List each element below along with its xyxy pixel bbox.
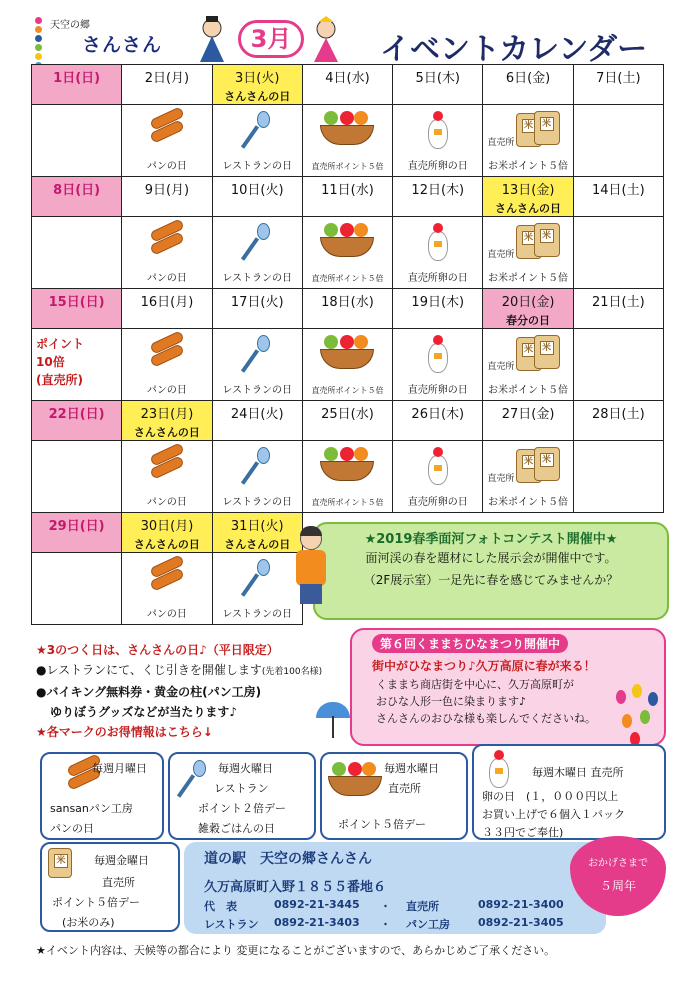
thursday-desc: 卵の日 (１，０００円以上 xyxy=(482,790,619,803)
thursday-desc-3: ３３円でご奉仕) xyxy=(482,826,564,839)
point-10x-note: ポイント 10倍 (直売所) xyxy=(36,337,85,387)
day-label: 6日(金) xyxy=(505,71,551,86)
day-label: 12日(木) xyxy=(411,183,465,198)
note-marks-heading: ★各マークのお得情報はこちら↓ xyxy=(36,725,213,739)
friday-day: 毎週金曜日 xyxy=(94,854,149,867)
wednesday-day: 毎週水曜日 xyxy=(384,762,439,775)
note-sansan-day: ★3のつく日は、さんさんの日♪（平日限定） xyxy=(36,643,279,657)
calendar-day-cell xyxy=(32,177,122,217)
calendar-day-cell xyxy=(393,401,483,441)
day-label: 4日(水) xyxy=(325,71,370,86)
tuesday-shop: レストラン xyxy=(214,782,269,795)
calendar-day-cell xyxy=(212,65,302,105)
bread-icon xyxy=(147,223,187,251)
wednesday-info-box xyxy=(320,752,468,840)
event-caption: レストランの日 xyxy=(222,609,293,620)
calendar-event-cell xyxy=(573,329,663,401)
hanging-ornament-icon xyxy=(612,680,662,750)
calendar-event-cell xyxy=(32,553,122,625)
vegetable-basket-icon xyxy=(320,447,374,481)
day-label: 23日(月) xyxy=(140,407,194,422)
calendar-event-cell xyxy=(302,441,392,513)
calendar-day-cell xyxy=(573,177,663,217)
day-label: 13日(金) xyxy=(501,183,555,198)
logo-subtitle: 天空の郷 xyxy=(50,20,90,31)
calendar-day-cell xyxy=(32,513,122,553)
day-label: 7日(土) xyxy=(596,71,641,86)
calendar-icon-row xyxy=(32,105,664,177)
event-caption: パンの日 xyxy=(146,609,187,620)
calendar-event-cell xyxy=(393,329,483,401)
day-label: 26日(木) xyxy=(411,407,465,422)
thursday-desc-2: お買い上げで６個入１パック xyxy=(482,808,625,821)
note-prizes: ●バイキング無料券・黄金の柱(パン工房) xyxy=(36,685,262,699)
wednesday-shop: 直売所 xyxy=(388,782,421,795)
day-label: 9日(月) xyxy=(144,183,190,198)
contest-title: ★2019春季面河フォトコンテスト開催中★ xyxy=(364,532,618,547)
month-badge: 3月 xyxy=(238,20,304,58)
day-label: 5日(木) xyxy=(415,71,460,86)
event-caption: お米ポイント５倍 xyxy=(488,161,569,172)
calendar-event-cell xyxy=(122,217,212,289)
calendar-day-cell xyxy=(212,401,302,441)
event-caption: レストランの日 xyxy=(222,273,293,284)
calendar-day-cell xyxy=(122,65,212,105)
logo-name: さんさん xyxy=(82,34,163,56)
calendar-day-cell xyxy=(573,401,663,441)
anniversary-line-1: おかげさまで xyxy=(588,858,648,869)
spoon-icon xyxy=(242,335,272,375)
day-label: 31日(火) xyxy=(230,519,284,534)
calendar-event-cell xyxy=(573,217,663,289)
contact-label-shop: 直売所 xyxy=(406,900,439,913)
day-label: 1日(日) xyxy=(53,71,101,86)
vegetable-basket-icon xyxy=(320,335,374,369)
calendar-event-cell xyxy=(483,329,573,401)
chicken-icon xyxy=(423,447,453,487)
event-caption: パンの日 xyxy=(146,497,187,508)
hina-line-3: さんさんのおひな様も楽しんでくださいね。 xyxy=(376,712,596,725)
calendar-event-cell xyxy=(573,105,663,177)
calendar-event-cell xyxy=(212,553,302,625)
calendar-event-cell xyxy=(32,105,122,177)
calendar-date-row xyxy=(32,289,664,329)
calendar-day-cell xyxy=(573,289,663,329)
day-label: 20日(金) xyxy=(501,295,555,310)
calendar-day-cell xyxy=(573,65,663,105)
calendar-event-cell xyxy=(483,217,573,289)
chicken-icon xyxy=(423,335,453,375)
rice-shop-label: 直売所 xyxy=(487,362,515,372)
friday-shop: 直売所 xyxy=(102,876,135,889)
bread-icon xyxy=(147,559,187,587)
spoon-icon xyxy=(242,559,272,599)
calendar-event-cell xyxy=(122,441,212,513)
event-caption: レストランの日 xyxy=(222,161,293,172)
tuesday-desc: ポイント２倍デー xyxy=(198,802,286,815)
calendar-day-cell xyxy=(212,177,302,217)
hina-headline: 街中がひなまつり♪久万高原に春が来る！ xyxy=(372,659,596,673)
vegetable-basket-icon xyxy=(320,223,374,257)
vegetable-basket-icon xyxy=(328,762,382,796)
rice-bag-icon: 米 米 xyxy=(516,223,566,263)
calendar-event-cell xyxy=(32,441,122,513)
day-label: 14日(土) xyxy=(592,183,645,198)
calendar-day-cell xyxy=(32,289,122,329)
calendar-day-cell xyxy=(393,177,483,217)
event-caption: 直売所卵の日 xyxy=(407,385,468,396)
event-caption: パンの日 xyxy=(146,385,187,396)
photo-contest-box xyxy=(313,522,669,620)
contest-line-1: 面河渓の春を題材にした展示会が開催中です。 xyxy=(365,551,617,565)
rice-shop-label: 直売所 xyxy=(487,474,515,484)
spoon-icon xyxy=(242,111,272,151)
day-label: 28日(土) xyxy=(592,407,645,422)
event-caption: 直売所ポイント５倍 xyxy=(311,498,384,507)
day-label: 29日(日) xyxy=(48,519,105,534)
calendar-date-row xyxy=(32,401,664,441)
calendar-day-cell xyxy=(483,177,573,217)
calendar-event-cell xyxy=(212,105,302,177)
calendar-event-cell xyxy=(302,329,392,401)
monday-day: 毎週月曜日 xyxy=(92,762,147,775)
hina-title: 第６回くままちひなまつり開催中 xyxy=(372,634,568,653)
day-label: 11日(水) xyxy=(321,183,374,198)
umbrella-icon xyxy=(316,702,350,742)
calendar-day-cell xyxy=(122,177,212,217)
bread-icon xyxy=(147,111,187,139)
tuesday-info-box xyxy=(168,752,316,840)
thursday-day: 毎週木曜日 直売所 xyxy=(532,766,624,779)
calendar-day-cell xyxy=(302,177,392,217)
calendar-date-row xyxy=(32,177,664,217)
monday-info-box xyxy=(40,752,164,840)
event-caption: パンの日 xyxy=(146,273,187,284)
calendar-day-cell xyxy=(393,289,483,329)
contact-tel-shop: 0892-21-3400 xyxy=(478,898,564,911)
event-caption: お米ポイント５倍 xyxy=(488,385,569,396)
spoon-icon xyxy=(242,223,272,263)
rice-bag-icon: 米 米 xyxy=(516,335,566,375)
calendar-day-cell xyxy=(393,65,483,105)
calendar-day-cell xyxy=(122,513,212,553)
sansan-notes xyxy=(36,640,356,742)
event-caption: 直売所ポイント５倍 xyxy=(311,386,384,395)
calendar-icon-row xyxy=(32,441,664,513)
event-caption: レストランの日 xyxy=(222,385,293,396)
contest-line-2: （2F展示室）一足先に春を感じてみませんか？ xyxy=(363,573,619,587)
day-label: 16日(月) xyxy=(140,295,194,310)
station-name: 道の駅 天空の郷さんさん xyxy=(204,851,372,867)
calendar-icon-row xyxy=(32,329,664,401)
day-event-label: さんさんの日 xyxy=(133,538,200,551)
calendar-event-cell xyxy=(393,441,483,513)
calendar-day-cell xyxy=(122,289,212,329)
event-caption: 直売所卵の日 xyxy=(407,273,468,284)
calendar-event-cell xyxy=(302,105,392,177)
event-caption: お米ポイント５倍 xyxy=(488,273,569,284)
contact-label-bakery: パン工房 xyxy=(406,918,450,931)
wednesday-desc: ポイント５倍デー xyxy=(338,818,426,831)
calendar-event-cell xyxy=(393,105,483,177)
calendar-date-row xyxy=(32,65,664,105)
monday-desc: パンの日 xyxy=(50,822,94,835)
tuesday-desc-2: 雑穀ごはんの日 xyxy=(198,822,275,835)
day-label: 18日(水) xyxy=(321,295,374,310)
rice-bag-icon: 米 xyxy=(48,848,78,888)
bread-icon xyxy=(147,447,187,475)
calendar-day-cell xyxy=(302,65,392,105)
vegetable-basket-icon xyxy=(320,111,374,145)
calendar-event-cell xyxy=(122,553,212,625)
monday-shop: sansanパン工房 xyxy=(50,802,133,815)
calendar-day-cell xyxy=(212,513,302,553)
road-station-info xyxy=(184,842,606,934)
friday-desc: ポイント５倍デー xyxy=(52,896,140,909)
calendar-event-cell xyxy=(122,329,212,401)
header xyxy=(0,0,687,66)
rice-shop-label: 直売所 xyxy=(487,250,515,260)
day-label: 24日(火) xyxy=(230,407,284,422)
footer-notice: ★イベント内容は、天候等の都合により 変更になることがございますので、あらかじめご了承ください。 xyxy=(36,944,556,957)
photographer-icon xyxy=(290,528,336,606)
calendar-event-cell xyxy=(122,105,212,177)
day-event-label: さんさんの日 xyxy=(133,426,200,439)
contact-sep-1: ・ xyxy=(380,900,391,913)
calendar-event-cell xyxy=(483,441,573,513)
calendar-icon-row xyxy=(32,217,664,289)
contact-label-main: 代 表 xyxy=(204,900,237,913)
day-event-label: さんさんの日 xyxy=(495,202,562,215)
day-event-label: 春分の日 xyxy=(506,314,551,327)
bread-icon xyxy=(147,335,187,363)
day-event-label: さんさんの日 xyxy=(224,538,291,551)
logo-mark xyxy=(34,16,50,50)
spoon-icon xyxy=(242,447,272,487)
calendar-event-cell xyxy=(32,329,122,401)
calendar-event-cell xyxy=(393,217,483,289)
calendar-day-cell xyxy=(32,65,122,105)
calendar-day-cell xyxy=(212,289,302,329)
day-label: 10日(火) xyxy=(230,183,284,198)
calendar-day-cell xyxy=(483,401,573,441)
rice-bag-icon: 米 米 xyxy=(516,447,566,487)
event-caption: 直売所卵の日 xyxy=(407,161,468,172)
contact-tel-bakery: 0892-21-3405 xyxy=(478,916,564,929)
anniversary-line-2: ５周年 xyxy=(599,879,636,893)
hina-doll-male-icon xyxy=(198,16,226,62)
calendar-event-cell xyxy=(212,217,302,289)
hina-line-1: くままち商店街を中心に、久万高原町が xyxy=(376,678,574,691)
calendar-day-cell xyxy=(122,401,212,441)
chicken-icon xyxy=(423,111,453,151)
chicken-icon xyxy=(484,750,514,790)
note-prizes-2: ゆりぼうグッズなどが当たります♪ xyxy=(50,705,238,719)
contact-tel-main: 0892-21-3445 xyxy=(274,898,360,911)
hina-doll-female-icon xyxy=(312,16,340,62)
calendar-day-cell xyxy=(302,289,392,329)
contact-label-restaurant: レストラン xyxy=(204,918,259,931)
calendar-event-cell xyxy=(483,105,573,177)
event-caption: パンの日 xyxy=(146,161,187,172)
chicken-icon xyxy=(423,223,453,263)
rice-shop-label: 直売所 xyxy=(487,138,515,148)
day-label: 2日(月) xyxy=(144,71,190,86)
page-title: イベントカレンダー xyxy=(380,32,648,67)
event-caption: 直売所卵の日 xyxy=(407,497,468,508)
day-label: 25日(水) xyxy=(321,407,374,422)
calendar-event-cell xyxy=(212,441,302,513)
calendar-day-cell xyxy=(483,289,573,329)
station-address: 久万高原町入野１８５５番地６ xyxy=(204,880,387,895)
calendar-day-cell xyxy=(32,401,122,441)
day-label: 30日(月) xyxy=(140,519,194,534)
day-label: 8日(日) xyxy=(53,183,101,198)
calendar-day-cell xyxy=(302,401,392,441)
event-caption: 直売所ポイント５倍 xyxy=(311,162,384,171)
day-event-label: さんさんの日 xyxy=(224,90,291,103)
calendar-event-cell xyxy=(302,217,392,289)
calendar-day-cell xyxy=(483,65,573,105)
calendar-event-cell xyxy=(32,217,122,289)
note-lottery: ●レストランにて、くじ引きを開催します(先着100名様) xyxy=(36,663,323,677)
day-label: 15日(日) xyxy=(48,295,105,310)
friday-info-box xyxy=(40,842,180,932)
day-label: 17日(火) xyxy=(230,295,284,310)
tuesday-day: 毎週火曜日 xyxy=(218,762,273,775)
calendar-event-cell xyxy=(573,441,663,513)
friday-desc-2: (お米のみ) xyxy=(62,916,115,929)
event-caption: 直売所ポイント５倍 xyxy=(311,274,384,283)
day-label: 19日(木) xyxy=(411,295,465,310)
rice-bag-icon: 米 米 xyxy=(516,111,566,151)
day-label: 3日(火) xyxy=(234,71,280,86)
day-label: 27日(金) xyxy=(501,407,555,422)
event-caption: レストランの日 xyxy=(222,497,293,508)
spoon-icon xyxy=(178,760,208,800)
day-label: 22日(日) xyxy=(48,407,105,422)
thursday-info-box xyxy=(472,744,666,840)
contact-tel-restaurant: 0892-21-3403 xyxy=(274,916,360,929)
hina-line-2: おひな人形一色に染まります♪ xyxy=(376,695,527,708)
day-label: 21日(土) xyxy=(592,295,645,310)
contact-sep-2: ・ xyxy=(380,918,391,931)
event-caption: お米ポイント５倍 xyxy=(488,497,569,508)
calendar-event-cell xyxy=(212,329,302,401)
